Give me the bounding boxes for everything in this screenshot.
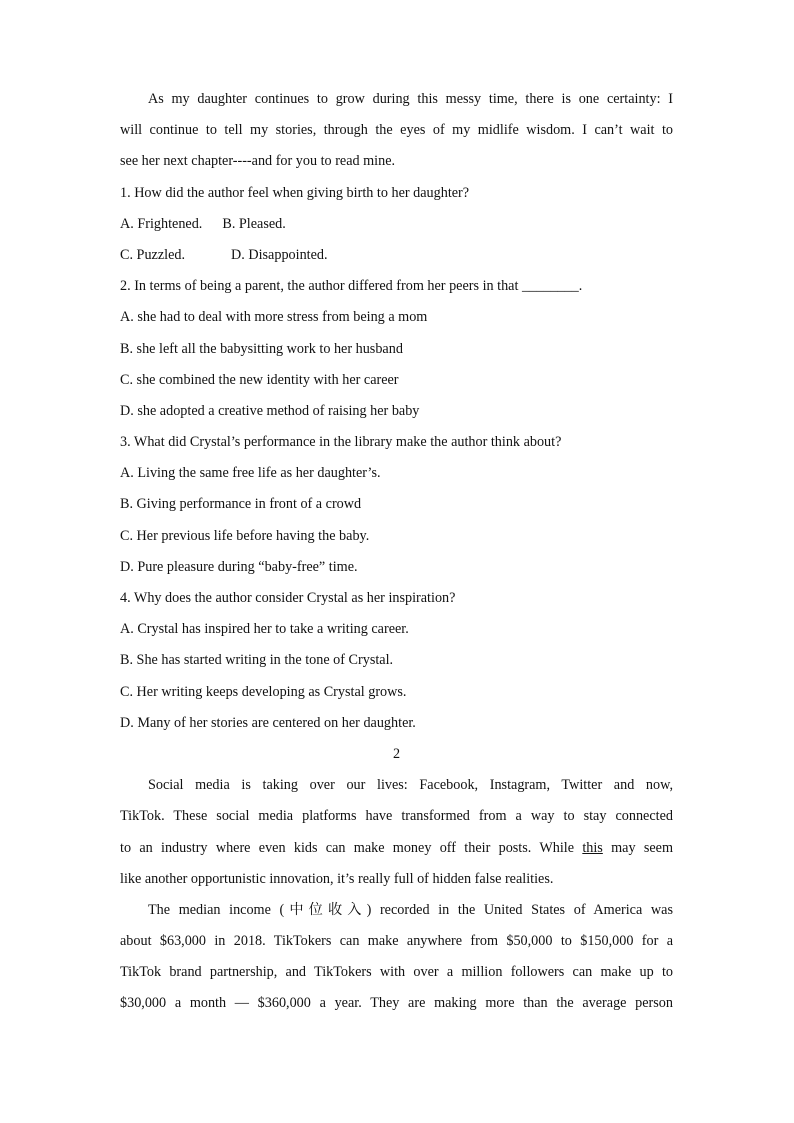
option-b: B. Pleased. — [222, 215, 286, 232]
option-a: A. Frightened. — [120, 215, 203, 232]
passage2-line: TikTok. These social media platforms have transformed from a way to stay connected — [120, 808, 673, 825]
passage1-line: As my daughter continues to grow during this messy time, there is one certainty: I — [148, 91, 673, 107]
passage2-line: like another opportunistic innovation, it’s really full of hidden false realities. — [120, 870, 554, 887]
option-d: D. Pure pleasure during “baby-free” time. — [120, 558, 358, 575]
passage2-line: $30,000 a month — $360,000 a year. They are making more than the average person — [120, 995, 673, 1012]
option-c: C. Her writing keeps developing as Crystal grows. — [120, 683, 407, 700]
option-c: C. Her previous life before having the baby. — [120, 527, 370, 544]
option-d: D. she adopted a creative method of raising her baby — [120, 402, 420, 419]
question-stem: 2. In terms of being a parent, the author differed from her peers in that ________. — [120, 278, 583, 295]
underlined-word: this — [582, 839, 603, 856]
option-b: B. She has started writing in the tone of Crystal. — [120, 652, 394, 669]
text-run: may seem — [602, 839, 673, 856]
passage2-line: TikTok brand partnership, and TikTokers with over a million followers can make up to — [120, 964, 673, 981]
option-a: A. she had to deal with more stress from being a mom — [120, 309, 428, 326]
option-a: A. Crystal has inspired her to take a writing career. — [120, 621, 409, 638]
passage2-line: about $63,000 in 2018. TikTokers can make anywhere from $50,000 to $150,000 for a — [120, 933, 673, 950]
option-b: B. Giving performance in front of a crowd — [120, 496, 362, 513]
passage2-line: The median income (中位收入) recorded in the United States of America was — [148, 901, 673, 918]
passage1-line: see her next chapter----and for you to read mine. — [120, 153, 396, 170]
option-row — [120, 209, 673, 240]
passage2-line — [120, 833, 673, 864]
option-d: D. Many of her stories are centered on her daughter. — [120, 714, 416, 731]
question-stem: 1. How did the author feel when giving birth to her daughter? — [120, 184, 470, 201]
passage2-line: Social media is taking over our lives: Facebook, Instagram, Twitter and now, — [148, 777, 673, 794]
question-stem: 4. Why does the author consider Crystal as her inspiration? — [120, 590, 456, 606]
option-c: C. Puzzled. — [120, 246, 186, 263]
section-number: 2 — [392, 745, 401, 762]
option-b: B. she left all the babysitting work to her husband — [120, 340, 403, 357]
option-c: C. she combined the new identity with her career — [120, 371, 399, 388]
passage1-line: will continue to tell my stories, through the eyes of my midlife wisdom. I can’t wait to — [120, 122, 673, 139]
option-row — [120, 240, 673, 271]
option-a: A. Living the same free life as her daughter’s. — [120, 465, 381, 482]
question-stem: 3. What did Crystal’s performance in the library make the author think about? — [120, 434, 562, 451]
text-run: to an industry where even kids can make money off their posts. While — [120, 839, 583, 856]
option-d: D. Disappointed. — [231, 246, 328, 263]
document-page — [120, 84, 673, 1020]
